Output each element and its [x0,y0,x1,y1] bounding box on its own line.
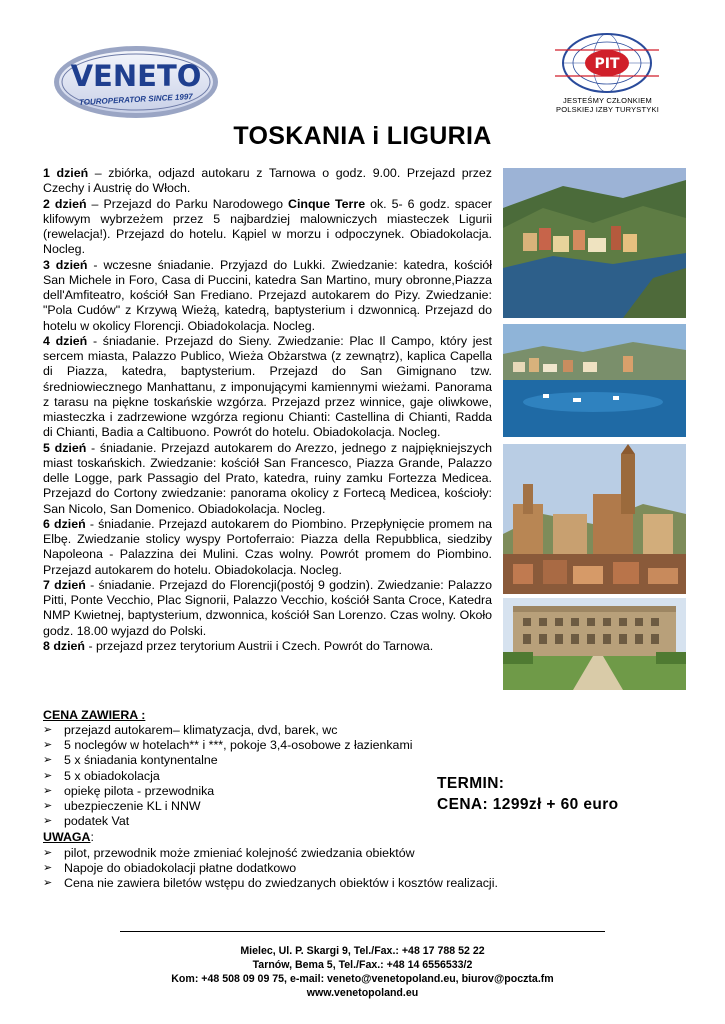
day-1 [43,166,492,197]
footer-website-link[interactable]: www.venetopoland.eu [306,987,419,999]
pit-caption-line2: POLSKIEJ IZBY TURYSTYKI [556,105,659,114]
day-5 [43,441,492,517]
footer-mielec-address: Mielec, Ul. P. Skargi 9, Tel./Fax.: +48 17 788 52 22 [240,945,485,957]
veneto-logo [52,44,220,120]
photo-town-towers [503,444,686,594]
photo-palazzo-pitti [503,598,686,690]
list-item: ➢ 5 x obiadokolacja [43,768,160,783]
pit-mark: PIT [594,56,620,72]
termin-label: TERMIN: [437,775,505,792]
day-text: - śniadanie. Przejazd do Sieny. Zwiedzanie: Plac Il Campo, który jest sercem miasta, Palazzo Publico, Wieża Obżarstwa (z zewnątrz), kaplica Capella di Piazza, katedra, baptysterium. Przejazd do San Gimignano tzw. średniowiecznego Manhattanu, z imponującymi kamiennymi wieżami. Panorama z tarasu na piękne toskańskie wzgórza. Przejazd przez winnice, gaje oliwkowe, miasteczka i zadrzewione wzgórza regionu Chianti: Castellina di Chianti, Radda di Chianti, Badia a Caltibuono. Powrót do hotelu. Obiadokolacja. Nocleg. [43,333,492,440]
arrow-bullet-icon: ➢ [43,724,53,736]
arrow-bullet-icon: ➢ [43,800,53,813]
term-price-box [437,773,619,815]
day-8 [43,639,492,654]
list-item: ➢ Napoje do obiadokolacji płatne dodatkowo [43,861,297,876]
day-label: 8 dzień [43,638,85,653]
notes-heading: UWAGA: [43,830,94,844]
day-2 [43,197,492,258]
arrow-bullet-icon: ➢ [43,769,53,782]
day-label: 3 dzień [43,257,88,272]
day-text: – zbiórka, odjazd autokaru z Tarnowa o godz. 9.00. Przejazd przez Czechy i Austrię do Włoch. [43,166,492,196]
list-item: ➢ Cena nie zawiera biletów wstępu do zwiedzanych obiektów i kosztów realizacji. [43,876,498,891]
pit-logo [545,32,669,94]
footer [0,944,725,1000]
arrow-bullet-icon: ➢ [43,739,53,752]
day-label: 1 dzień [43,166,89,180]
day-text: ok. 5- 6 godz. spacer klifowym wybrzeżem przez 5 najbardziej malowniczych miasteczek Ligurii (rewelacja!). Przejazd do hotelu. Kąpiel w morzu i odpoczynek. Obiadokolacja. Nocleg. [43,196,492,257]
includes-list [43,723,443,829]
pit-caption-line1: JESTEŚMY CZŁONKIEM [563,96,652,105]
list-item: ➢ pilot, przewodnik może zmieniać kolejność zwiedzania obiektów [43,846,415,860]
day-label: 2 dzień [43,196,87,211]
photo-harbour [503,324,686,437]
day-text: - przejazd przez terytorium Austrii i Czech. Powrót do Tarnowa. [85,638,434,653]
arrow-bullet-icon: ➢ [43,754,53,767]
day-label: 6 dzień [43,516,86,531]
day-label: 4 dzień [43,333,88,348]
list-item: ➢ opiekę pilota - przewodnika [43,783,215,798]
day-label: 5 dzień [43,440,87,455]
logo-tagline: TOUROPERATOR SINCE 1997 [78,92,193,107]
day-label: 7 dzień [43,577,86,592]
pit-caption [535,96,680,114]
day-7 [43,578,492,639]
includes-heading: CENA ZAWIERA : [43,708,146,722]
notes-list [43,846,523,892]
footer-tarnow-address: Tarnów, Bema 5, Tel./Fax.: +48 14 6556533/2 [252,959,473,971]
list-item: ➢ ubezpieczenie KL i NNW [43,799,201,814]
list-item: ➢ podatek Vat [43,814,130,829]
list-item: ➢ 5 noclegów w hotelach** i ***, pokoje 3,4-osobowe z łazienkami [43,738,413,753]
footer-contact[interactable]: Kom: +48 508 09 09 75, e-mail: veneto@venetopoland.eu, biurov@poczta.fm [171,973,554,985]
list-item: ➢ 5 x śniadania kontynentalne [43,753,218,768]
day-4 [43,334,492,441]
arrow-bullet-icon: ➢ [43,847,53,859]
day-text: – Przejazd do Parku Narodowego [86,196,289,211]
arrow-bullet-icon: ➢ [43,815,53,828]
day-highlight: Cinque Terre [288,196,366,211]
list-item: ➢ przejazd autokarem– klimatyzacja, dvd, barek, wc [43,723,338,737]
photo-cinque-terre [503,168,686,318]
footer-divider [120,931,605,932]
price-label: CENA: 1299zł + 60 euro [437,796,619,813]
day-text: - śniadanie. Przejazd autokarem do Piombino. Przepłynięcie promem na Elbę. Zwiedzanie stolicy wyspy Portoferraio: Piazza della Repubblica, siedziby Napoleona - Palazzina dei Mulini. Czas wolny. Powrót promem do Piombino. Przejazd autokarem do hotelu. Obiadokolacja. Nocleg. [43,516,492,577]
itinerary [43,166,492,654]
arrow-bullet-icon: ➢ [43,877,53,890]
logo-wordmark: VENETO [70,59,202,93]
day-3 [43,258,492,334]
arrow-bullet-icon: ➢ [43,784,53,797]
page-title: TOSKANIA i LIGURIA [233,122,492,150]
arrow-bullet-icon: ➢ [43,862,53,875]
day-text: - wczesne śniadanie. Przyjazd do Lukki. Zwiedzanie: katedra, kościół San Michele in Foro, Casa di Puccini, katedra San Martino, mury obronne,Piazza dell'Amfiteatro, kościół San Frediano. Przejazd autokarem do Pizy. Zwiedzanie: "Pola Cudów" z Krzywą Wieżą, katedrą, baptysterium i dzwonnicą. Przejazd do hotelu w okolicy Florencji. Obiadokolacja. Nocleg. [43,257,493,333]
day-text: - śniadanie. Przejazd autokarem do Arezzo, jednego z najpiękniejszych miast toskańskich. Zwiedzanie: kościół San Francesco, Piazza Grande, Palazzo delle Logge, park Passagio del Prato, katedra, ruiny zamku Fortezza Medicea. Przejazd do Cortony zwiedzanie: panorama okolicy z Fortecą Medicea, kościoły: San Nicolo, San Domenico. Obiadokolacja. Nocleg. [43,440,492,516]
day-text: - śniadanie. Przejazd do Florencji(postój 9 godzin). Zwiedzanie: Palazzo Pitti, Ponte Vecchio, Plac Signorii, Palazzo Vecchio, kościół Santa Croce, Katedra NMP Kwietnej, baptysterium, dzwonnica, kościół San Lorenzo. Czas wolny. Około godz. 18.00 wyjazd do Polski. [43,577,492,638]
day-6 [43,517,492,578]
